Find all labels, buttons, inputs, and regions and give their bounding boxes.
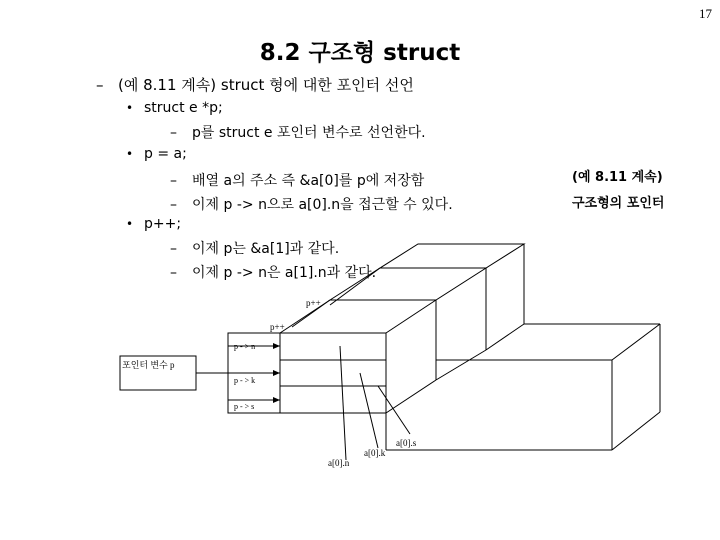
depth-edge — [486, 324, 524, 350]
bullet-marker: • — [126, 217, 134, 231]
pointer-var-label: 포인터 변수 p — [122, 360, 175, 370]
sub-bullet-text: 이제 p는 &a[1]과 같다. — [192, 241, 340, 257]
dash-marker: – — [170, 241, 177, 257]
side-note-line1: (예 8.11 계속) — [572, 170, 663, 185]
pp2-label: p++ — [270, 322, 285, 332]
p-s-label: p - > s — [234, 402, 255, 411]
dash-marker: – — [170, 197, 177, 213]
a0-s-label: a[0].s — [396, 438, 417, 448]
dash-marker: – — [170, 173, 177, 189]
a0-k-label: a[0].k — [364, 448, 386, 458]
element-top — [330, 268, 486, 300]
arrowhead — [273, 370, 280, 376]
bullet-text: (예 8.11 계속) struct 형에 대한 포인터 선언 — [118, 76, 414, 94]
depth-edge — [386, 300, 436, 333]
depth-edge — [386, 380, 436, 413]
side-note-line2: 구조형의 포인터 — [572, 196, 665, 211]
sub-bullet-text: 이제 p -> n은 a[1].n과 같다. — [192, 265, 377, 281]
slide-title: 8.2 구조형 struct — [259, 40, 461, 66]
arrowhead — [273, 397, 280, 403]
p-n-label: p - > n — [234, 342, 256, 351]
dash-marker: – — [170, 265, 177, 281]
bullet-text: p++; — [144, 216, 182, 232]
dash-marker: – — [96, 76, 104, 94]
sub-bullet-text: 배열 a의 주소 즉 &a[0]를 p에 저장함 — [192, 173, 425, 189]
sub-bullet-text: p를 struct e 포인터 변수로 선언한다. — [192, 125, 426, 141]
arrow-pp2 — [330, 268, 380, 305]
leader-line — [340, 346, 346, 460]
stair-edge — [612, 324, 660, 360]
struct-front-face — [280, 333, 386, 413]
sub-bullet-text: 이제 p -> n으로 a[0].n을 접근할 수 있다. — [192, 197, 453, 213]
bullet-text: struct e *p; — [144, 100, 223, 116]
p-k-label: p - > k — [234, 376, 256, 385]
page-number: 17 — [699, 6, 712, 21]
bullet-marker: • — [126, 101, 134, 115]
a0-n-label: a[0].n — [328, 458, 350, 468]
element-top — [380, 244, 524, 268]
bullet-text: p = a; — [144, 146, 187, 162]
arrowhead — [273, 343, 280, 349]
leader-line — [360, 373, 378, 448]
dash-marker: – — [170, 125, 177, 141]
bullet-marker: • — [126, 147, 134, 161]
pp1-label: p++ — [306, 298, 321, 308]
leader-line — [378, 386, 410, 434]
depth-edge — [436, 350, 486, 380]
stair-edge — [612, 412, 660, 450]
